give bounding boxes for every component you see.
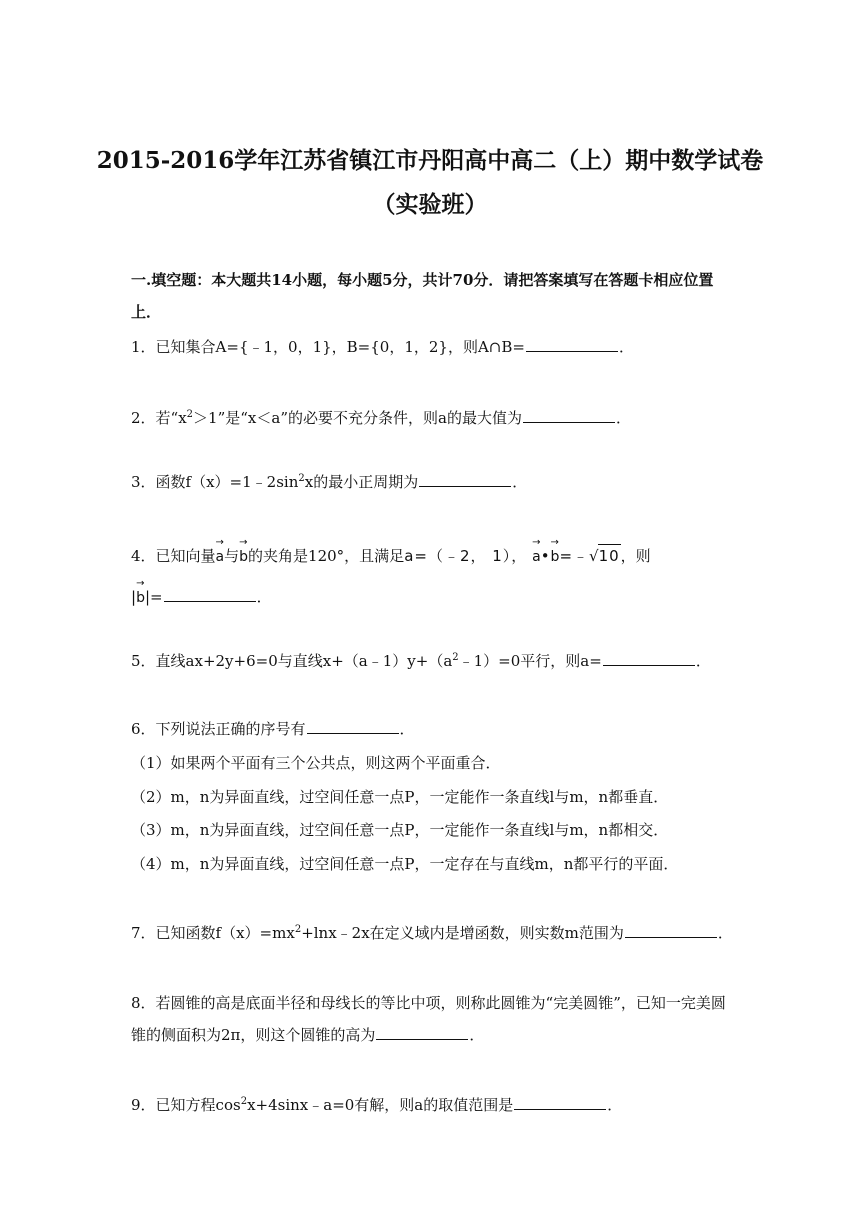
question-4-cont xyxy=(131,578,272,609)
answer-blank xyxy=(625,923,717,938)
punctuation: ． xyxy=(256,588,272,606)
question-text: 5．直线ax+2y+6=0与直线x+（a﹣1）y+（a xyxy=(131,652,453,670)
punctuation: ． xyxy=(615,409,631,427)
section-heading-cont: 上． xyxy=(131,303,162,321)
vector-arrow-icon: → xyxy=(550,537,559,548)
punctuation: ． xyxy=(618,338,634,356)
question-text: 7．已知函数f（x）=mx xyxy=(131,924,295,942)
question-7 xyxy=(131,922,733,944)
question-1 xyxy=(131,336,634,358)
statement-1: （1）如果两个平面有三个公共点，则这两个平面重合． xyxy=(131,754,501,772)
question-text: 9．已知方程cos xyxy=(131,1096,241,1114)
superscript: 2 xyxy=(186,409,194,420)
vector-arrow-icon: → xyxy=(215,537,224,548)
superscript: 2 xyxy=(240,1096,248,1107)
punctuation: ． xyxy=(695,652,711,670)
question-text: |= xyxy=(144,588,163,606)
vector-letter: a xyxy=(532,549,541,565)
question-8: 8．若圆锥的高是底面半径和母线长的等比中项，则称此圆锥为“完美圆锥”，已知一完美圆 xyxy=(131,994,726,1012)
sqrt-radicand: 10 xyxy=(598,544,621,567)
vector-a xyxy=(215,537,225,568)
sqrt-icon: √ xyxy=(589,547,600,565)
superscript: 2 xyxy=(298,473,305,484)
vector-arrow-icon: → xyxy=(239,537,248,548)
vector-arrow-icon: → xyxy=(532,537,541,548)
answer-blank xyxy=(514,1095,606,1110)
question-text: 3．函数f（x）=1﹣2sin xyxy=(131,473,299,491)
answer-blank xyxy=(419,472,511,487)
question-8-cont xyxy=(131,1024,484,1046)
punctuation: ． xyxy=(607,1096,623,1114)
question-3 xyxy=(131,471,527,493)
vector-b-magnitude xyxy=(136,578,145,609)
question-text: 与 xyxy=(224,547,240,565)
question-text: 锥的侧面积为2π，则这个圆锥的高为 xyxy=(131,1026,376,1044)
question-text: x的最小正周期为 xyxy=(304,473,419,491)
answer-blank xyxy=(307,719,399,734)
dot-operator: • xyxy=(540,547,551,565)
answer-blank xyxy=(603,651,695,666)
statement-2: （2）m，n为异面直线，过空间任意一点P，一定能作一条直线l与m，n都垂直． xyxy=(131,788,669,806)
question-text: 4．已知向量 xyxy=(131,547,216,565)
formula-dot-result: =﹣ xyxy=(559,547,590,565)
question-5 xyxy=(131,650,711,672)
question-text: 2．若“x xyxy=(131,409,187,427)
superscript: 2 xyxy=(294,924,302,935)
answer-blank xyxy=(526,337,618,352)
vector-arrow-icon: → xyxy=(136,578,145,589)
question-4 xyxy=(131,537,651,568)
question-text: ﹣1）=0平行，则a= xyxy=(458,652,602,670)
vector-letter: b xyxy=(136,590,145,606)
statement-3: （3）m，n为异面直线，过空间任意一点P，一定能作一条直线l与m，n都相交． xyxy=(131,821,669,839)
section-heading: 一.填空题：本大题共14小题，每小题5分，共计70分．请把答案填写在答题卡相应位置 xyxy=(131,271,714,289)
question-text: +lnx﹣2x在定义域内是增函数，则实数m范围为 xyxy=(301,924,624,942)
statement-4: （4）m，n为异面直线，过空间任意一点P，一定存在与直线m，n都平行的平面． xyxy=(131,855,679,873)
answer-blank xyxy=(376,1025,468,1040)
punctuation: ． xyxy=(469,1026,485,1044)
vector-a-dot xyxy=(532,537,541,568)
answer-blank xyxy=(523,408,615,423)
vector-letter: a xyxy=(215,549,225,565)
question-text: ，则 xyxy=(620,547,651,565)
question-6 xyxy=(131,718,415,740)
formula-vector-a: a=（﹣2， 1）， xyxy=(404,547,528,565)
exam-title: 2015-2016学年江苏省镇江市丹阳高中高二（上）期中数学试卷 xyxy=(96,147,764,174)
question-2 xyxy=(131,407,631,429)
vector-b xyxy=(239,537,249,568)
vector-b-dot xyxy=(550,537,560,568)
question-9 xyxy=(131,1094,622,1116)
question-text: 的夹角是120°，且满足 xyxy=(248,547,405,565)
vector-letter: b xyxy=(239,549,249,565)
superscript: 2 xyxy=(452,652,459,663)
question-text: ＞1”是“x＜a”的必要不充分条件，则a的最大值为 xyxy=(193,409,522,427)
punctuation: ． xyxy=(399,720,415,738)
question-text: x+4sinx﹣a=0有解，则a的取值范围是 xyxy=(247,1096,514,1114)
punctuation: ． xyxy=(512,473,528,491)
vector-letter: b xyxy=(550,549,560,565)
punctuation: ． xyxy=(717,924,733,942)
question-text: 1．已知集合A={﹣1，0，1}，B={0，1，2}，则A∩B= xyxy=(131,338,525,356)
exam-subtitle: （实验班） xyxy=(372,191,488,218)
answer-blank xyxy=(164,587,256,602)
question-text: 6．下列说法正确的序号有 xyxy=(131,720,306,738)
abs-bar: | xyxy=(131,588,137,606)
